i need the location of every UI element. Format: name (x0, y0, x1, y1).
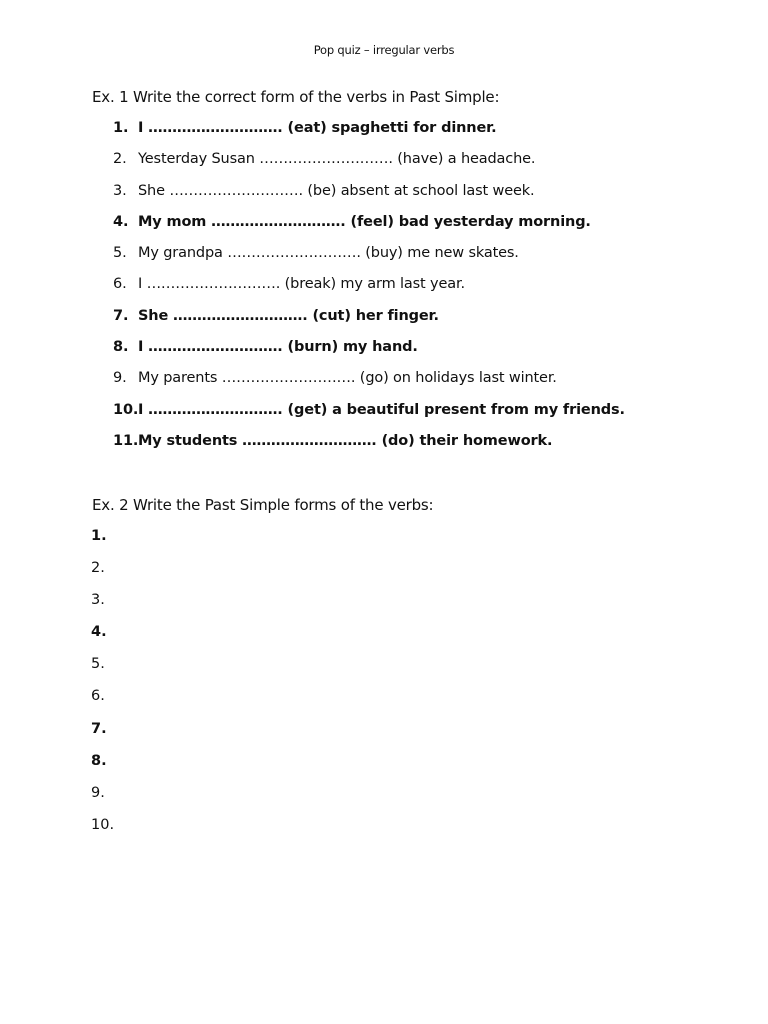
exercise1-item (0, 213, 768, 244)
exercise1-item-text: She ………………………. (cut) her finger. (138, 307, 439, 324)
exercise2-item (0, 591, 768, 623)
exercise1-item-number: 1. (113, 120, 129, 136)
exercise1-item (0, 369, 768, 400)
exercise1-item (0, 275, 768, 306)
exercise2-item-number: 3. (91, 592, 105, 609)
exercise1-item-text: I ………………………. (break) my arm last year. (138, 276, 465, 293)
exercise2-item-number: 5. (91, 656, 105, 673)
exercise1-item (0, 244, 768, 275)
exercise1-item-text: I ………………………. (burn) my hand. (138, 339, 418, 356)
exercise2-item-number: 4. (91, 624, 107, 641)
exercise1-item-number: 4. (113, 213, 129, 230)
exercise2-item (0, 816, 768, 848)
exercise2-item (0, 559, 768, 591)
exercise1-item-number: 5. (113, 245, 127, 262)
exercise1-item-text: I ………………………. (eat) spaghetti for dinner. (138, 120, 497, 136)
exercise2-item (0, 527, 768, 559)
exercise1-item-number: 8. (113, 339, 129, 356)
exercise1-item (0, 150, 768, 181)
exercise1-item (0, 119, 768, 150)
exercise1-item-number: 3. (113, 182, 127, 199)
exercise1-item-number: 10. (113, 401, 139, 418)
exercise1-item (0, 432, 768, 463)
exercise2-item-number: 7. (91, 720, 107, 737)
exercise2-item (0, 623, 768, 655)
exercise2-item (0, 655, 768, 687)
exercise1-item-text: I ………………………. (get) a beautiful present from my friends. (138, 401, 625, 418)
exercise2-item-number: 2. (91, 560, 105, 577)
exercise2-item-number: 10. (91, 816, 115, 833)
document-title: Pop quiz – irregular verbs (313, 43, 455, 57)
exercise2-item-number: 9. (91, 784, 105, 801)
exercise1-item (0, 182, 768, 213)
exercise1-item-number: 9. (113, 370, 127, 387)
exercise2-item (0, 720, 768, 752)
exercise1-item-text: My grandpa ………………………. (buy) me new skates. (138, 245, 519, 262)
exercise2-item (0, 752, 768, 784)
exercise1-item-text: My students ………………………. (do) their homework. (138, 432, 553, 449)
exercise2-item-number: 6. (91, 688, 105, 705)
exercise1-item-text: My parents ………………………. (go) on holidays last winter. (138, 370, 557, 387)
exercise1-item-number: 6. (113, 276, 127, 293)
exercise1-item-number: 7. (113, 307, 129, 324)
exercise1-item-number: 2. (113, 151, 127, 168)
exercise1-item (0, 401, 768, 432)
exercise2-heading: Ex. 2 Write the Past Simple forms of the verbs: (92, 496, 434, 514)
exercise2-item-number: 8. (91, 752, 107, 769)
exercise2-item (0, 687, 768, 719)
exercise2-item (0, 784, 768, 816)
exercise1-item (0, 338, 768, 369)
exercise1-list (0, 119, 768, 463)
exercise1-item-number: 11. (113, 432, 139, 449)
exercise2-list (0, 527, 768, 848)
exercise1-heading: Ex. 1 Write the correct form of the verbs in Past Simple: (92, 88, 500, 106)
exercise2-item-number: 1. (91, 528, 107, 544)
exercise1-item-text: Yesterday Susan ………………………. (have) a headache. (138, 151, 536, 168)
exercise1-item-text: She ………………………. (be) absent at school last week. (138, 182, 535, 199)
exercise1-item-text: My mom ………………………. (feel) bad yesterday morning. (138, 213, 591, 230)
exercise1-item (0, 307, 768, 338)
